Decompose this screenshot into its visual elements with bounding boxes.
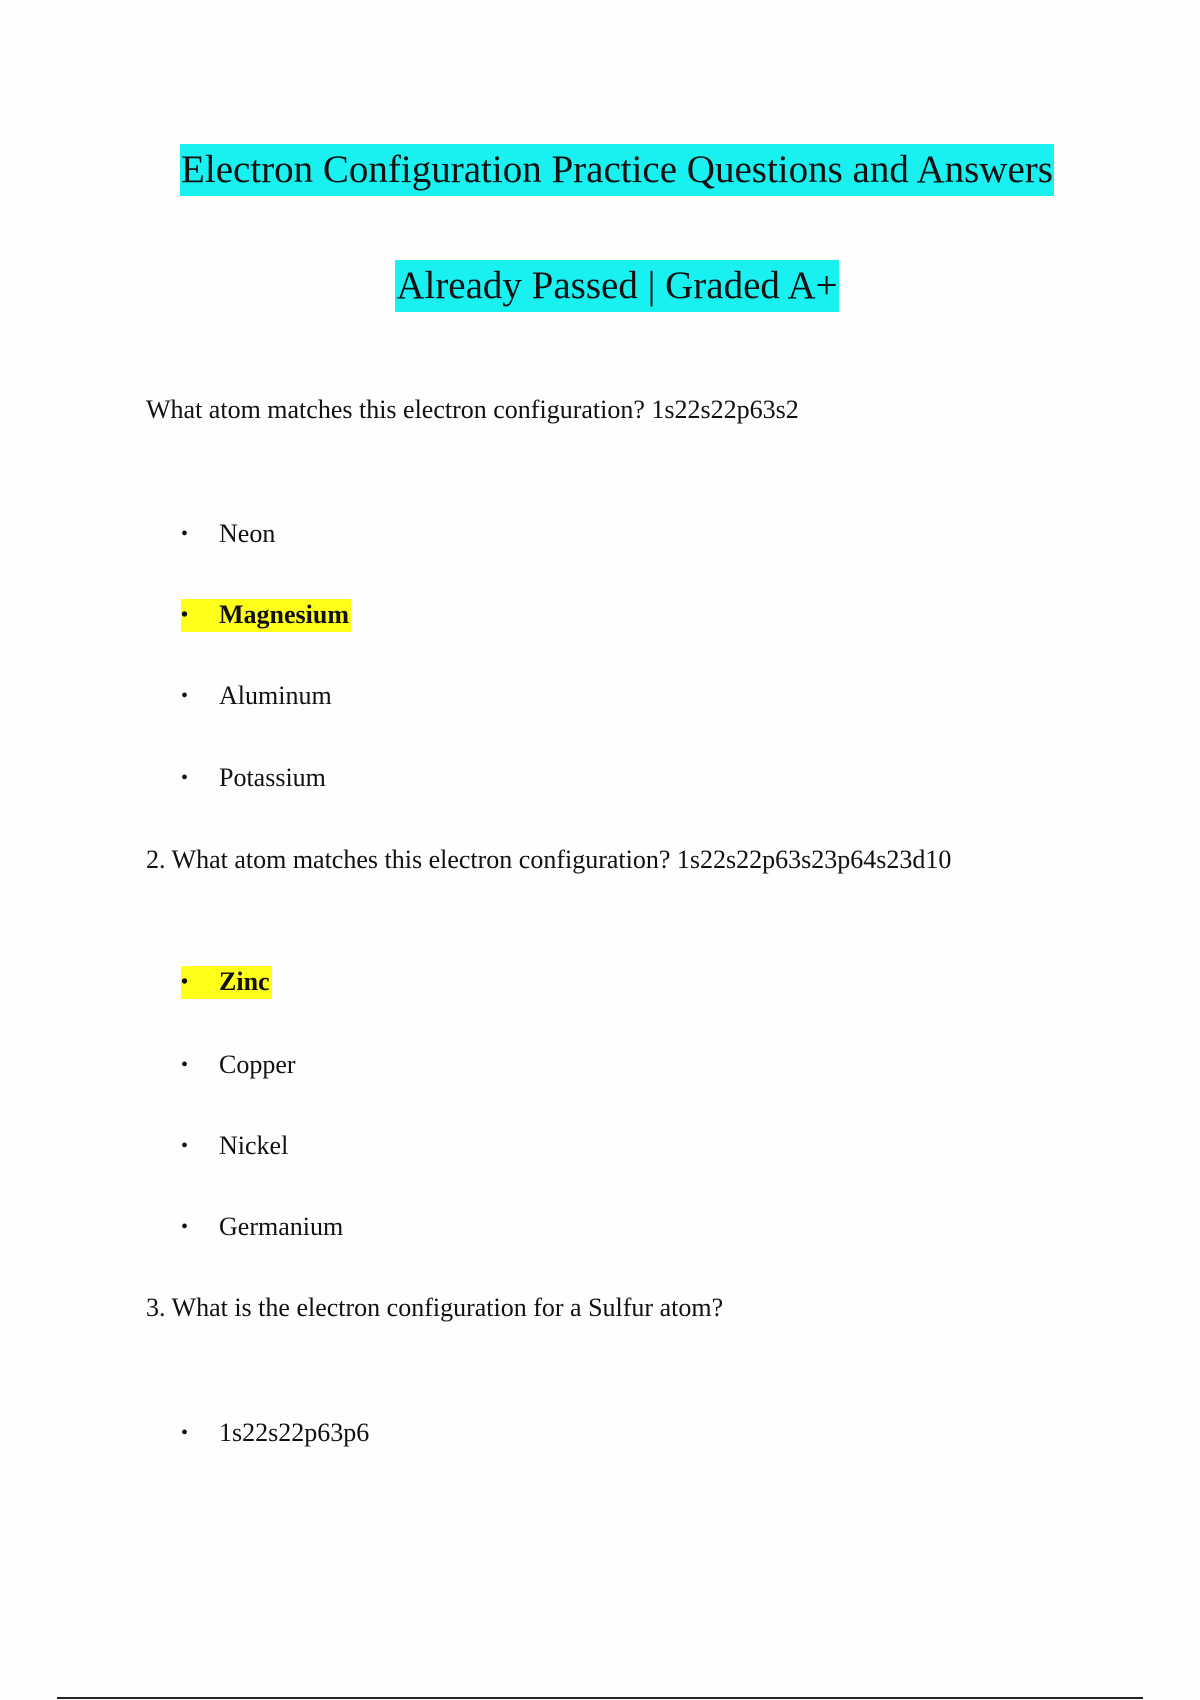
footer-divider	[57, 1697, 1143, 1699]
document-subtitle	[17, 266, 1200, 305]
title-line-2: Already Passed | Graded A+	[395, 260, 838, 312]
bullet-icon: •	[181, 767, 189, 789]
option-item	[181, 683, 332, 709]
option-label: Germanium	[219, 1212, 344, 1241]
question-1-text: What atom matches this electron configuration? 1s22s22p63s2	[146, 395, 799, 424]
option-item	[181, 1420, 369, 1446]
option-item	[181, 1052, 296, 1078]
option-label: Neon	[219, 519, 276, 548]
bullet-icon: •	[181, 971, 189, 993]
bullet-icon: •	[181, 604, 189, 626]
option-item-correct	[181, 966, 272, 999]
bullet-icon: •	[181, 1216, 189, 1238]
option-item	[181, 765, 326, 791]
bullet-icon: •	[181, 1422, 189, 1444]
option-item	[181, 521, 275, 547]
option-label: Nickel	[219, 1131, 289, 1160]
option-label: Aluminum	[219, 681, 332, 710]
bullet-icon: •	[181, 1054, 189, 1076]
document-title	[17, 150, 1200, 189]
option-item	[181, 1133, 288, 1159]
title-line-1: Electron Configuration Practice Questions and Answers	[180, 144, 1054, 196]
question-3-text: 3. What is the electron configuration for a Sulfur atom?	[146, 1293, 724, 1322]
bullet-icon: •	[181, 1135, 189, 1157]
option-label: 1s22s22p63p6	[219, 1418, 370, 1447]
option-label: Magnesium	[219, 600, 349, 629]
bullet-icon: •	[181, 685, 189, 707]
option-item-correct	[181, 599, 351, 632]
question-2-text: 2. What atom matches this electron configuration? 1s22s22p63s23p64s23d10	[146, 845, 952, 874]
bullet-icon: •	[181, 523, 189, 545]
option-label: Copper	[219, 1050, 296, 1079]
option-item	[181, 1214, 343, 1240]
option-label: Potassium	[219, 763, 326, 792]
option-label: Zinc	[219, 967, 270, 996]
